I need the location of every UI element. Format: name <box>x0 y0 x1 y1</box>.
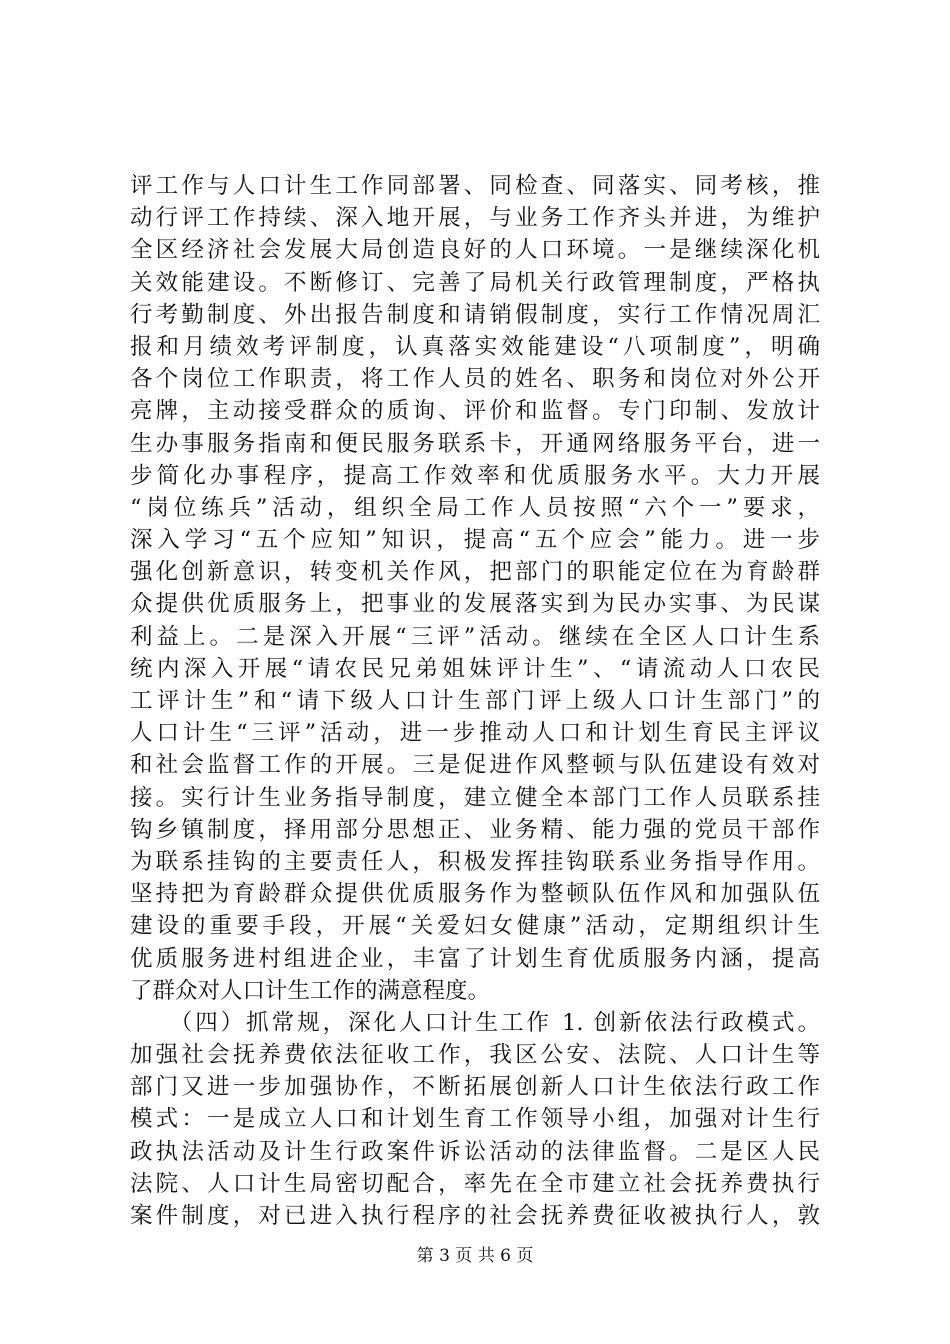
text-line: 统内深入开展“请农民兄弟姐妹评计生”、“请流动人口农民 <box>130 655 820 682</box>
text-line: 深入学习“五个应知”知识，提高“五个应会”能力。进一步 <box>130 527 820 554</box>
text-line: 各个岗位工作职责，将工作人员的姓名、职务和岗位对外公开 <box>130 366 820 393</box>
text-line: 部门又进一步加强协作，不断拓展创新人口计生依法行政工作 <box>130 1074 820 1101</box>
text-line: 生办事服务指南和便民服务联系卡，开通网络服务平台，进一 <box>130 430 820 457</box>
text-line: 评工作与人口计生工作同部署、同检查、同落实、同考核，推 <box>130 173 820 199</box>
text-line: 加强社会抚养费依法征收工作，我区公安、法院、人口计生等 <box>130 1042 820 1069</box>
text-line: 和社会监督工作的开展。三是促进作风整顿与队伍建设有效对 <box>130 752 820 779</box>
text-line: 钩乡镇制度，择用部分思想正、业务精、能力强的党员干部作 <box>130 816 820 843</box>
text-line: 报和月绩效考评制度，认真落实效能建设“八项制度”，明确 <box>130 333 820 360</box>
text-line: 行考勤制度、外出报告制度和请销假制度，实行工作情况周汇 <box>130 301 820 328</box>
text-line: 步简化办事程序，提高工作效率和优质服务水平。大力开展 <box>130 462 820 489</box>
text-line: 亮牌，主动接受群众的质询、评价和监督。专门印制、发放计 <box>130 398 820 425</box>
text-line: （四）抓常规，深化人口计生工作 1. 创新依法行政模式。 <box>130 1009 820 1036</box>
text-line: 政执法活动及计生行政案件诉讼活动的法律监督。二是区人民 <box>130 1138 820 1165</box>
text-line: 模式：一是成立人口和计划生育工作领导小组，加强对计生行 <box>130 1106 820 1133</box>
text-line: 法院、人口计生局密切配合，率先在全市建立社会抚养费执行 <box>130 1170 820 1197</box>
text-line: 工评计生”和“请下级人口计生部门评上级人口计生部门”的 <box>130 688 820 714</box>
text-line: 利益上。二是深入开展“三评”活动。继续在全区人口计生系 <box>130 623 820 650</box>
text-line: 了群众对人口计生工作的满意程度。 <box>130 977 491 1004</box>
page-footer: 第 3 页 共 6 页 <box>416 1246 534 1266</box>
text-line: 人口计生“三评”活动，进一步推动人口和计划生育民主评议 <box>130 720 820 747</box>
text-line: 接。实行计生业务指导制度，建立健全本部门工作人员联系挂 <box>130 784 820 811</box>
text-line: 强化创新意识，转变机关作风，把部门的职能定位在为育龄群 <box>130 559 820 586</box>
text-line: 关效能建设。不断修订、完善了局机关行政管理制度，严格执 <box>130 269 820 296</box>
text-line: 优质服务进村组进企业，丰富了计划生育优质服务内涵，提高 <box>130 945 820 972</box>
body-text <box>130 170 820 1232</box>
text-line: “岗位练兵”活动，组织全局工作人员按照“六个一”要求， <box>130 494 820 521</box>
text-line: 众提供优质服务上，把事业的发展落实到为民办实事、为民谋 <box>130 591 820 618</box>
text-line: 全区经济社会发展大局创造良好的人口环境。一是继续深化机 <box>130 237 820 264</box>
text-line: 案件制度，对已进入执行程序的社会抚养费征收被执行人，敦 <box>130 1203 820 1229</box>
text-line: 建设的重要手段，开展“关爱妇女健康”活动，定期组织计生 <box>130 913 820 940</box>
text-line: 坚持把为育龄群众提供优质服务作为整顿队伍作风和加强队伍 <box>130 881 820 908</box>
text-line: 为联系挂钩的主要责任人，积极发挥挂钩联系业务指导作用。 <box>130 848 820 875</box>
text-line: 动行评工作持续、深入地开展，与业务工作齐头并进，为维护 <box>130 205 820 232</box>
